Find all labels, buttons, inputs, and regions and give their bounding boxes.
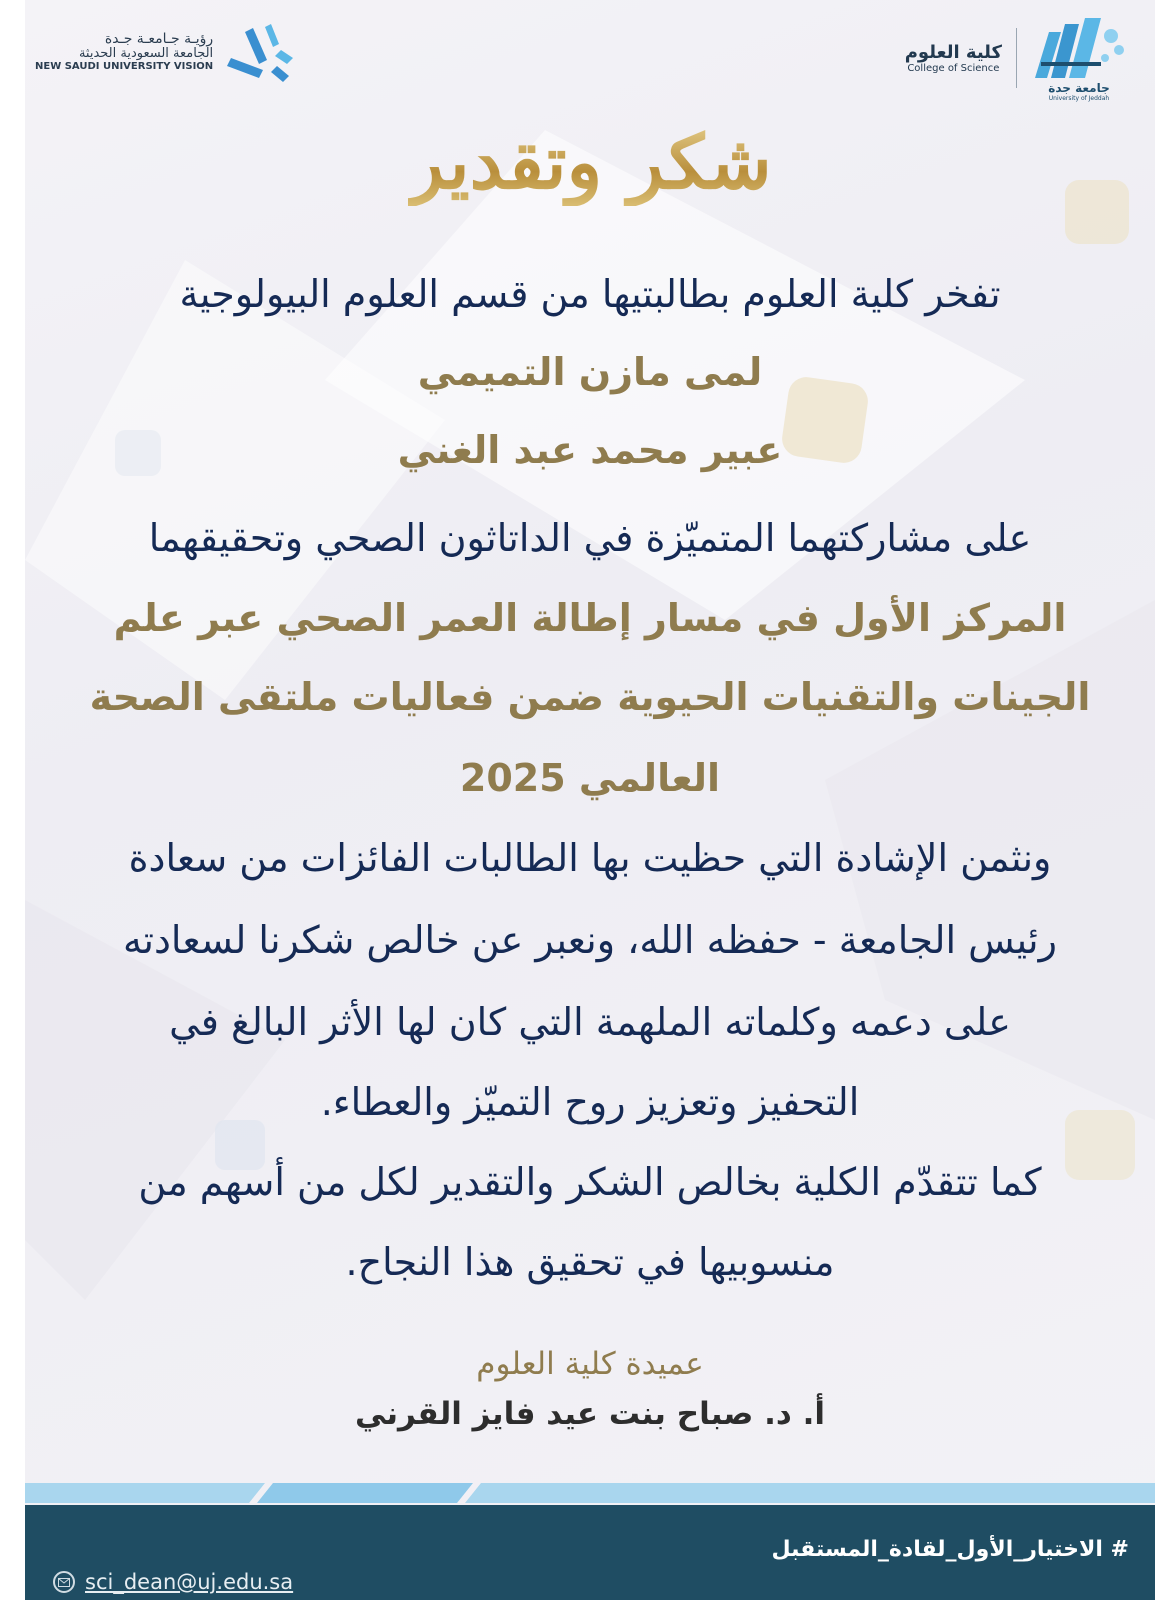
footer-bar <box>25 1505 1155 1600</box>
university-name-en: University of Jeddah <box>1048 95 1110 102</box>
footer-hashtag: # الاختيار_الأول_لقادة_المستقبل <box>771 1537 1129 1562</box>
achievement-line: على مشاركتهما المتميّزة في الداتاثون الصحي وتحقيقهما <box>148 516 1032 560</box>
university-logo <box>1031 14 1127 102</box>
university-emblem-icon <box>1031 14 1127 80</box>
vision-line1: رؤيـة جـامعـة جـدة <box>104 30 214 47</box>
college-name-ar: كلية العلوم <box>904 42 1002 63</box>
header-logos-right <box>905 14 1127 102</box>
thanks-line-4: التحفيز وتعزيز روح التميّز والعطاء. <box>320 1080 860 1124</box>
award-line-1: المركز الأول في مسار إطالة العمر الصحي عبر علم <box>113 596 1067 640</box>
body-intro: تفخر كلية العلوم بطالبتيها من قسم العلوم البيولوجية <box>179 272 1001 316</box>
thanks-line-2: رئيس الجامعة - حفظه الله، ونعبر عن خالص شكرنا لسعادته <box>123 918 1057 962</box>
footer <box>25 1475 1155 1600</box>
footer-contact <box>53 1570 293 1594</box>
email-link[interactable]: sci_dean@uj.edu.sa <box>85 1570 294 1594</box>
logo-divider <box>1016 28 1017 88</box>
award-line-3: العالمي 2025 <box>459 756 721 800</box>
signature-role: عميدة كلية العلوم <box>476 1346 704 1382</box>
closing-line-2: منسوبيها في تحقيق هذا النجاح. <box>345 1240 835 1284</box>
certificate-page <box>25 0 1155 1600</box>
mail-icon <box>53 1571 75 1593</box>
vision-line2: الجامعة السعودية الحديثة <box>78 46 214 62</box>
thanks-line-3: على دعمه وكلماته الملهمة التي كان لها الأثر البالغ في <box>169 1000 1011 1044</box>
college-logo <box>905 42 1002 74</box>
award-line-2: الجينات والتقنيات الحيوية ضمن فعاليات ملتقى الصحة <box>89 675 1091 719</box>
signature-name: أ. د. صباح بنت عيد فايز القرني <box>354 1396 825 1432</box>
certificate-title <box>25 120 1155 206</box>
vision-line3: NEW SAUDI UNIVERSITY VISION <box>35 61 214 73</box>
vision-text <box>35 32 213 73</box>
student-name-1: لمى مازن التميمي <box>417 350 763 394</box>
university-name-ar: جامعة جدة <box>1048 81 1110 95</box>
header-logo-left <box>35 20 297 84</box>
thanks-line-1: ونثمن الإشادة التي حظيت بها الطالبات الفائزات من سعادة <box>128 836 1052 880</box>
student-name-2: عبير محمد عبد الغني <box>397 428 783 472</box>
title-text: شكر وتقدير <box>408 120 772 206</box>
closing-line-1: كما تتقدّم الكلية بخالص الشكر والتقدير لكل من أسهم من <box>138 1160 1042 1204</box>
vision-logo-icon <box>223 20 297 84</box>
college-name-en: College of Science <box>907 63 1000 74</box>
